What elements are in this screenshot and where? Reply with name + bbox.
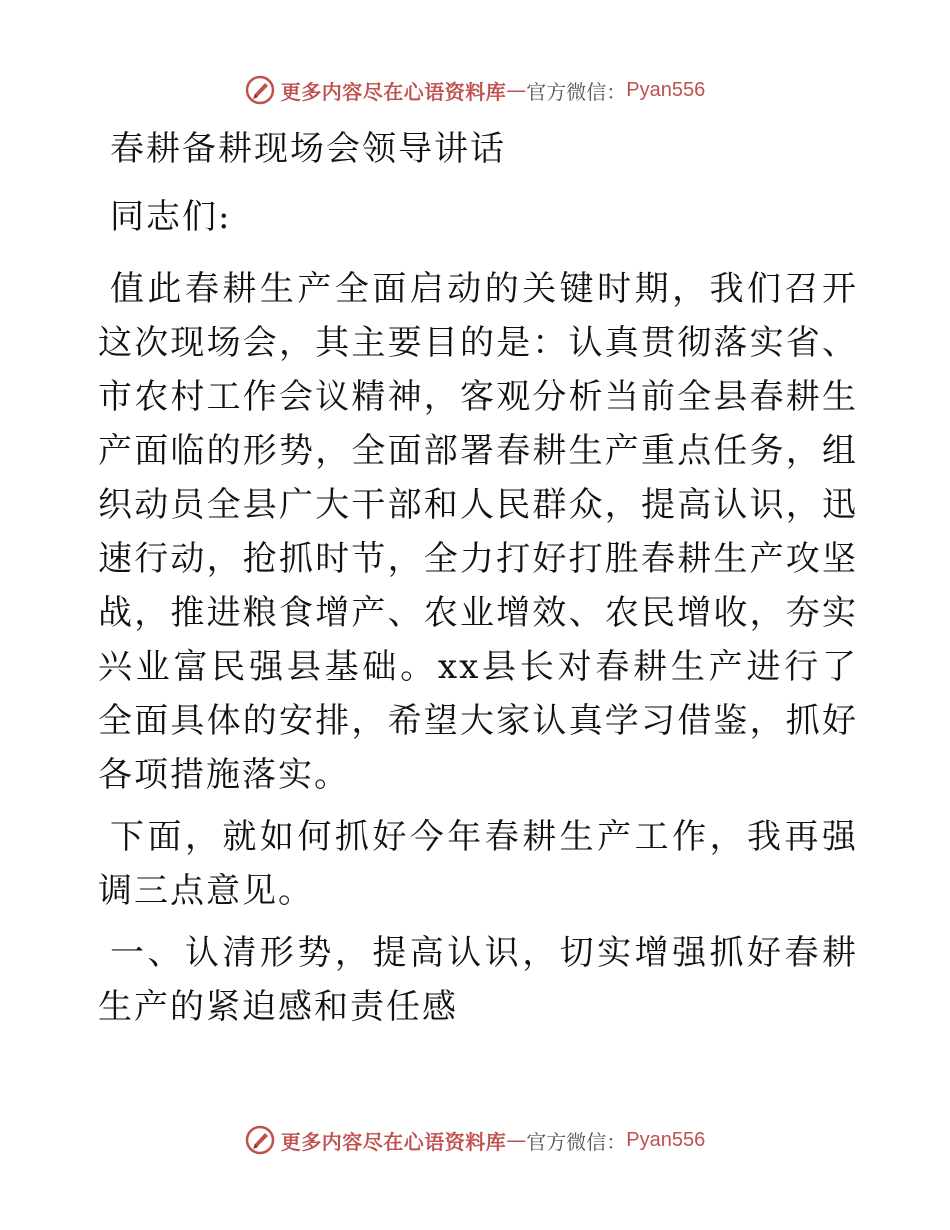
document-body [98, 122, 858, 1042]
greeting: 同志们: [110, 197, 232, 237]
watermark-wechat-label: 官方微信： [526, 79, 627, 104]
watermark-separator: — [506, 78, 527, 102]
watermark-brand: 更多内容尽在心语资料库 [280, 1129, 507, 1154]
brand-logo-icon [245, 1125, 275, 1155]
section-heading: 一、认清形势，提高认识，切实增强抓好春耕生产的紧迫感和责任感 [98, 933, 858, 1027]
watermark-wechat-id: Pyan556 [626, 1128, 706, 1151]
watermark-separator: — [506, 1128, 527, 1152]
document-title: 春耕备耕现场会领导讲话 [110, 129, 506, 169]
brand-logo-icon [245, 75, 275, 105]
paragraph: 值此春耕生产全面启动的关键时期，我们召开这次现场会，其主要目的是：认真贯彻落实省、市农村工作会议精神，客观分析当前全县春耕生产面临的形势，全面部署春耕生产重点任务，组织动员全县广大干部和人民群众，提高认识，迅速行动，抢抓时节，全力打好打胜春耕生产攻坚战，推进粮食增产、农业增效、农民增收，夯实兴业富民强县基础。xx县长对春耕生产进行了全面具体的安排，希望大家认真学习借鉴，抓好各项措施落实。 [98, 269, 858, 795]
watermark-header [0, 70, 950, 110]
watermark-brand: 更多内容尽在心语资料库 [280, 79, 507, 104]
watermark-wechat-label: 官方微信： [526, 1129, 627, 1154]
paragraph: 下面，就如何抓好今年春耕生产工作，我再强调三点意见。 [98, 817, 858, 911]
watermark-footer [0, 1120, 950, 1160]
watermark-wechat-id: Pyan556 [626, 78, 706, 101]
